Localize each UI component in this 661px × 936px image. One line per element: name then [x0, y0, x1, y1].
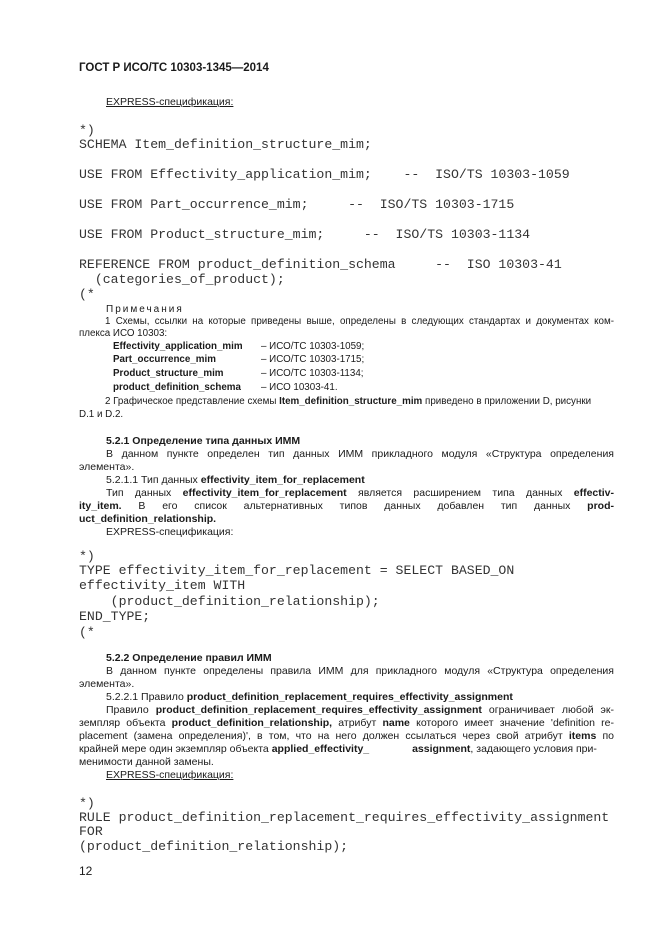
text: земпляр объекта	[79, 717, 166, 729]
ref-name: Part_occurrence_mim	[113, 354, 216, 365]
code-line: *)	[79, 796, 95, 811]
express-spec-label: EXPRESS-спецификация:	[106, 769, 234, 781]
paragraph-line: элемента».	[79, 461, 135, 473]
text: по	[602, 730, 614, 742]
text: является расширением типа данных	[358, 487, 563, 499]
ref-name: Effectivity_application_mim	[113, 341, 243, 352]
attribute-name: name	[382, 717, 410, 729]
entity-name: product_definition_relationship,	[171, 717, 333, 729]
paragraph-line: элемента».	[79, 678, 135, 690]
section-heading: 5.2.1 Определение типа данных ИММ	[106, 435, 301, 447]
subsection-number: 5.2.2.1 Правило	[106, 691, 184, 703]
subsection-heading	[106, 691, 513, 704]
text: Тип данных	[106, 487, 172, 499]
note-2-schema: Item_definition_structure_mim	[279, 396, 423, 407]
page-number: 12	[79, 864, 93, 878]
subsection-number: 5.2.1.1 Тип данных	[106, 474, 198, 486]
code-line: TYPE effectivity_item_for_replacement = SELECT BASED_ON	[79, 563, 515, 578]
note-2-text: 2 Графическое представление схемы	[105, 396, 277, 407]
express-spec-label: EXPRESS-спецификация:	[106, 96, 234, 108]
paragraph-line	[79, 717, 614, 730]
code-line: *)	[79, 549, 95, 564]
code-line: USE FROM Product_structure_mim; -- ISO/TS 10303-1134	[79, 227, 531, 242]
code-line: (product_definition_relationship);	[79, 839, 349, 854]
ref-name: product_definition_schema	[113, 382, 241, 393]
code-line: END_TYPE;	[79, 609, 151, 624]
paragraph-line	[79, 743, 597, 756]
code-line: (product_definition_relationship);	[79, 594, 380, 609]
ref-standard: – ИСО 10303-41.	[261, 382, 338, 393]
paragraph-line	[79, 730, 614, 743]
entity-name: applied_effectivity_	[271, 743, 370, 755]
subsection-heading	[106, 474, 365, 487]
text: , задающего условия при-	[470, 743, 597, 755]
code-line: USE FROM Part_occurrence_mim; -- ISO/TS 10303-1715	[79, 197, 515, 212]
note-1-line-1: 1 Схемы, ссылки на которые приведены выше, определены в следующих стандартах и документах ком-	[105, 316, 614, 327]
code-line: (categories_of_product);	[79, 272, 285, 287]
document-header: ГОСТ Р ИСО/ТС 10303-1345—2014	[79, 62, 269, 74]
text: placement (замена определения)', в том, что на него должен ссылаться через свой атрибут	[79, 730, 563, 742]
paragraph-line	[79, 500, 614, 513]
subsection-type-name: effectivity_item_for_replacement	[200, 474, 365, 486]
text: Правило	[106, 704, 149, 716]
code-line: RULE product_definition_replacement_requires_effectivity_assignment	[79, 810, 610, 825]
text: В его список альтернативных типов данных добавлен тип данных	[138, 500, 571, 512]
note-2-text: приведено в приложении D, рисунки	[425, 396, 592, 407]
section-heading: 5.2.2 Определение правил ИММ	[106, 652, 272, 664]
text: крайней мере один экземпляр объекта	[79, 743, 269, 755]
paragraph-line: uct_definition_relationship.	[79, 513, 217, 525]
type-name: effectiv-	[573, 487, 615, 499]
type-name: ity_item.	[79, 500, 122, 512]
ref-standard: – ИСО/ТС 10303-1715;	[261, 354, 365, 365]
type-name: prod-	[587, 500, 614, 512]
code-line: (*	[79, 287, 95, 302]
subsection-rule-name: product_definition_replacement_requires_effectivity_assignment	[186, 691, 513, 703]
paragraph-line: В данном пункте определены правила ИММ для прикладного модуля «Структура определения	[106, 665, 614, 677]
code-line: REFERENCE FROM product_definition_schema -- ISO 10303-41	[79, 257, 562, 272]
code-line: (*	[79, 625, 95, 640]
code-line: SCHEMA Item_definition_structure_mim;	[79, 137, 372, 152]
code-line: *)	[79, 123, 95, 138]
entity-name: assignment	[412, 743, 471, 755]
ref-name: Product_structure_mim	[113, 368, 224, 379]
paragraph-line	[106, 487, 614, 500]
notes-title: Примечания	[106, 304, 184, 315]
code-line: USE FROM Effectivity_application_mim; -- ISO/TS 10303-1059	[79, 167, 570, 182]
code-line: effectivity_item WITH	[79, 578, 246, 593]
note-2-line-2: D.1 и D.2.	[79, 409, 124, 420]
express-spec-label: EXPRESS-спецификация:	[106, 526, 234, 538]
note-1-line-2: плекса ИСО 10303:	[79, 328, 168, 339]
ref-standard: – ИСО/ТС 10303-1134;	[261, 368, 364, 379]
text: ограничивает любой эк-	[488, 704, 614, 716]
ref-standard: – ИСО/ТС 10303-1059;	[261, 341, 365, 352]
paragraph-line: менимости данной замены.	[79, 756, 214, 768]
code-line: FOR	[79, 824, 103, 839]
paragraph-line	[106, 704, 614, 717]
text: атрибут	[338, 717, 377, 729]
type-name: effectivity_item_for_replacement	[182, 487, 347, 499]
rule-name: product_definition_replacement_requires_effectivity_assignment	[155, 704, 482, 716]
note-2-line-1	[105, 395, 591, 408]
attribute-name: items	[568, 730, 597, 742]
paragraph-line: В данном пункте определен тип данных ИММ прикладного модуля «Структура определения	[106, 448, 614, 460]
text: которого имеет значение 'definition re-	[416, 717, 614, 729]
